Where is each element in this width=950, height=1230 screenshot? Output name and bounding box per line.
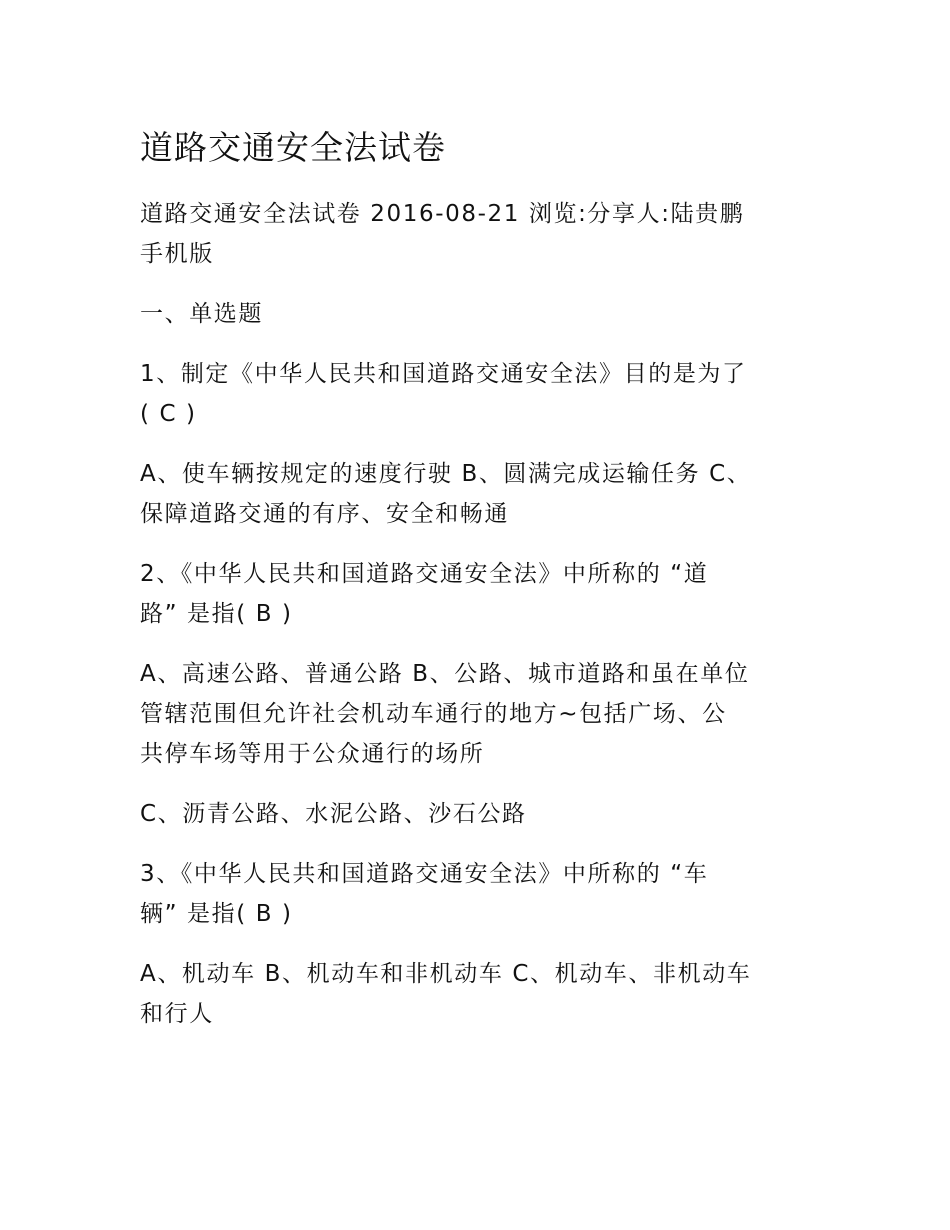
question-2-option-c [140,794,527,834]
question-3-options [140,954,751,1034]
question-2-line-1: 2、《中华人民共和国道路交通安全法》中所称的 “道 [140,561,709,587]
question-3-options-line-1: A、机动车 B、机动车和非机动车 C、机动车、非机动车 [140,961,752,987]
question-1-line-2: ( C ) [140,401,197,427]
question-3-line-2: 辆” 是指( B ) [140,901,293,927]
question-2-options-line-3: 共停车场等用于公众通行的场所 [140,741,485,767]
question-3-options-line-2: 和行人 [140,1001,214,1027]
question-2 [140,554,708,634]
question-1-options-line-1: A、使车辆按规定的速度行驶 B、圆满完成运输任务 C、 [140,461,752,487]
document-meta [140,194,744,274]
question-1 [140,354,747,434]
section-heading-text: 一、单选题 [140,301,263,327]
question-2-options [140,654,749,774]
question-3-line-1: 3、《中华人民共和国道路交通安全法》中所称的 “车 [140,861,709,887]
document-title: 道路交通安全法试卷 [140,128,446,167]
question-2-options-line-2: 管辖范围但允许社会机动车通行的地方~包括广场、公 [140,701,727,727]
question-2-line-2: 路” 是指( B ) [140,601,293,627]
question-1-options-line-2: 保障道路交通的有序、安全和畅通 [140,501,509,527]
question-3 [140,854,708,934]
meta-line-1: 道路交通安全法试卷 2016-08-21 浏览:分享人:陆贵鹏 [140,201,745,227]
question-2-option-c-text: C、沥青公路、水泥公路、沙石公路 [140,801,527,827]
question-1-options [140,454,751,534]
section-heading [140,294,263,334]
question-1-line-1: 1、制定《中华人民共和国道路交通安全法》目的是为了 [140,361,747,387]
meta-line-2: 手机版 [140,241,214,267]
question-2-options-line-1: A、高速公路、普通公路 B、公路、城市道路和虽在单位 [140,661,750,687]
